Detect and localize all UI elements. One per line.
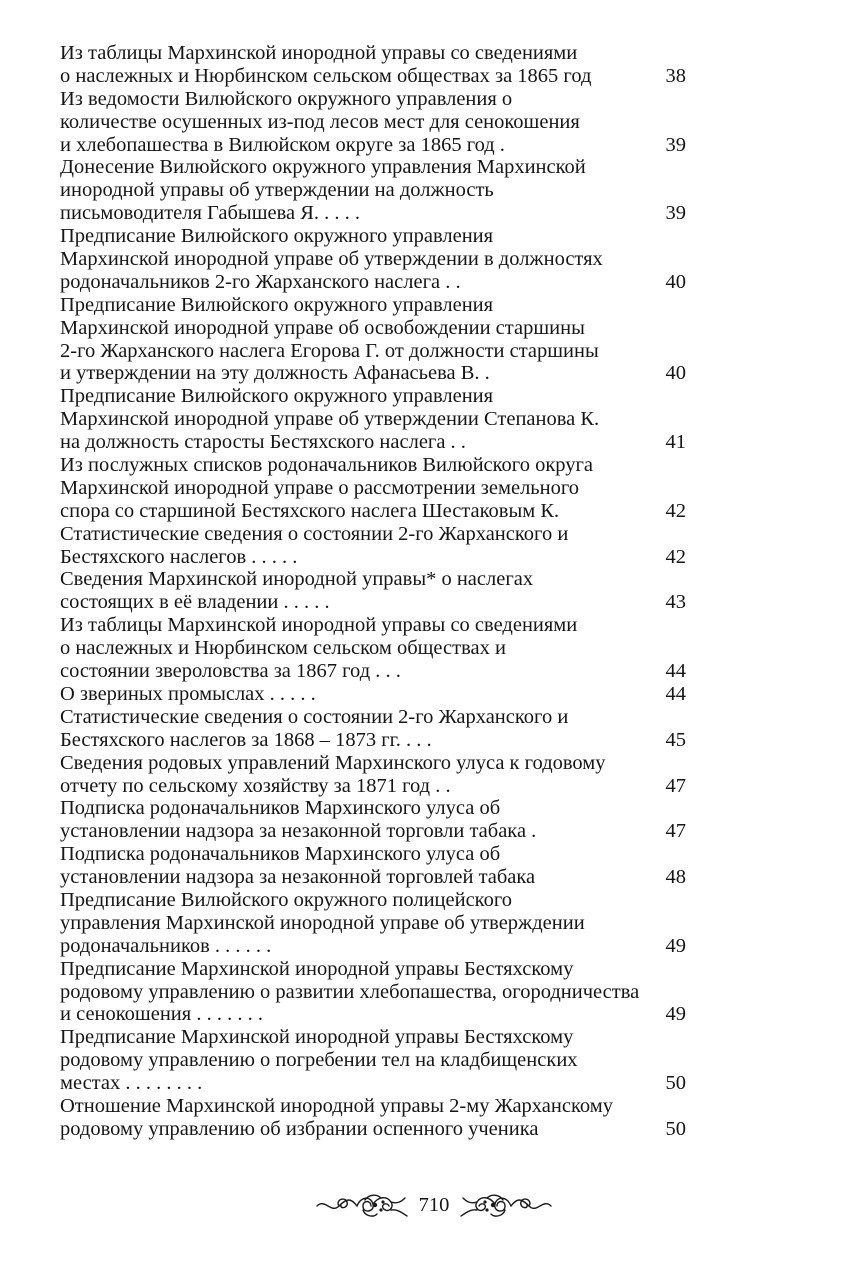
toc-entry-text: Предписание Мархинской инородной управы Бестяхскому	[60, 1026, 574, 1049]
toc-page-number: 38	[665, 64, 686, 87]
toc-entry-text: Из таблицы Мархинской инородной управы со сведениями	[60, 614, 578, 637]
toc-entry-text: и сенокошения . . . . . . .	[60, 1003, 263, 1026]
toc-page-number: 47	[665, 774, 686, 797]
toc-page-number: 42	[665, 499, 686, 522]
toc-entry	[60, 294, 700, 386]
toc-entry-line	[60, 1118, 700, 1141]
toc-entry	[60, 88, 700, 157]
toc-entry-text: родоначальников . . . . . .	[60, 934, 272, 957]
toc-entry	[60, 958, 700, 1027]
toc-page-number: 43	[665, 591, 686, 614]
toc-entry-text: Подписка родоначальников Мархинского улуса об	[60, 843, 501, 866]
toc-entry-text: установлении надзора за незаконной торговлей табака	[60, 866, 536, 889]
toc-page-number: 42	[665, 545, 686, 568]
toc-page-number: 44	[665, 660, 686, 683]
toc-entry-text: на должность старосты Бестяхского наслега . .	[60, 431, 466, 454]
toc-entry-line	[60, 1095, 700, 1118]
toc-entry-text: родовому управлению об избрании оспенного ученика	[60, 1117, 539, 1140]
toc-page-number: 49	[665, 1003, 686, 1026]
toc-entry-line	[60, 362, 700, 385]
toc-entry-line	[60, 317, 700, 340]
toc-entry-line	[60, 202, 700, 225]
toc-entry-text: Из послужных списков родоначальников Вилюйского округа	[60, 454, 594, 477]
toc-entry-text: и хлебопашества в Вилюйском округе за 1865 год .	[60, 133, 505, 156]
toc-entry-line	[60, 385, 700, 408]
toc-entry-text: Статистические сведения о состоянии 2-го Жарханского и	[60, 522, 569, 545]
toc-entry	[60, 42, 700, 88]
toc-entry	[60, 156, 700, 225]
toc-entry-line	[60, 546, 700, 569]
toc-entry-line	[60, 958, 700, 981]
toc-entry-text: установлении надзора за незаконной торговли табака .	[60, 820, 537, 843]
toc-entry-line	[60, 683, 700, 706]
toc-entry-line	[60, 225, 700, 248]
toc-entry-text: и утверждении на эту должность Афанасьева В. .	[60, 362, 490, 385]
toc-entry-line	[60, 1072, 700, 1095]
toc-entry-text: Из таблицы Мархинской инородной управы со сведениями	[60, 42, 578, 64]
toc-entry-line	[60, 889, 700, 912]
toc-entry-text: Предписание Вилюйского окружного управления	[60, 225, 494, 248]
toc-page-number: 39	[665, 202, 686, 225]
toc-entry-text: родоначальников 2-го Жарханского наслега . .	[60, 270, 461, 293]
toc-entry-line	[60, 797, 700, 820]
toc-page-number: 41	[665, 431, 686, 454]
toc-entry-text: состоящих в её владении . . . . .	[60, 591, 330, 614]
toc-entry	[60, 225, 700, 294]
toc-entry-line	[60, 179, 700, 202]
toc-entry-text: о наслежных и Нюрбинском сельском обществах и	[60, 637, 506, 660]
toc-entry-line	[60, 637, 700, 660]
toc-entry-text: Мархинской инородной управе об утверждении в должностях	[60, 248, 603, 271]
toc-entry-line	[60, 866, 700, 889]
toc-entry-text: Мархинской инородной управе о рассмотрении земельного	[60, 476, 580, 499]
toc-entry-line	[60, 65, 700, 88]
toc-page-number: 40	[665, 270, 686, 293]
toc-entry-line	[60, 775, 700, 798]
toc-entry-line	[60, 340, 700, 363]
toc-entry	[60, 706, 700, 752]
toc-entry-line	[60, 88, 700, 111]
toc-entry-text: Сведения родовых управлений Мархинского улуса к годовому	[60, 751, 606, 774]
toc-entry-text: отчету по сельскому хозяйству за 1871 год . .	[60, 774, 451, 797]
toc-entry	[60, 843, 700, 889]
scroll-ornament-left-icon	[315, 1188, 411, 1222]
toc-entry-line	[60, 477, 700, 500]
toc-entry-text: Предписание Вилюйского окружного управления	[60, 385, 494, 408]
toc-entry	[60, 797, 700, 843]
toc-entry-line	[60, 134, 700, 157]
toc-entry-line	[60, 248, 700, 271]
toc-page-number: 50	[665, 1072, 686, 1095]
toc-entry-line	[60, 523, 700, 546]
toc-entry-line	[60, 500, 700, 523]
toc-entry-text: письмоводителя Габышева Я. . . . .	[60, 202, 361, 225]
toc-entry-text: Мархинской инородной управе об утверждении Степанова К.	[60, 408, 600, 431]
toc-page-number: 45	[665, 728, 686, 751]
toc-page-number: 48	[665, 866, 686, 889]
toc-entry-text: Бестяхского наслегов за 1868 – 1873 гг. . . .	[60, 728, 432, 751]
toc-entry-text: Бестяхского наслегов . . . . .	[60, 545, 298, 568]
page-footer	[0, 1185, 868, 1225]
toc-entry	[60, 454, 700, 523]
toc-entry-text: родовому управлению о развитии хлебопашества, огородничества	[60, 980, 640, 1003]
toc-page-number: 40	[665, 362, 686, 385]
toc-entry	[60, 889, 700, 958]
toc-entry-text: спора со старшиной Бестяхского наслега Шестаковым К.	[60, 499, 560, 522]
toc-entry	[60, 1026, 700, 1095]
table-of-contents	[60, 42, 700, 1141]
toc-entry-line	[60, 408, 700, 431]
toc-entry-line	[60, 1049, 700, 1072]
toc-entry-line	[60, 431, 700, 454]
toc-entry-line	[60, 1026, 700, 1049]
toc-entry	[60, 683, 700, 706]
toc-entry-text: состоянии звероловства за 1867 год . . .	[60, 660, 401, 683]
toc-entry-text: Предписание Мархинской инородной управы Бестяхскому	[60, 957, 574, 980]
toc-entry	[60, 614, 700, 683]
toc-entry-line	[60, 454, 700, 477]
toc-entry-text: Отношение Мархинской инородной управы 2-му Жарханскому	[60, 1094, 613, 1117]
toc-entry-line	[60, 156, 700, 179]
toc-entry-text: Подписка родоначальников Мархинского улуса об	[60, 797, 501, 820]
toc-entry-text: управления Мархинской инородной управе об утверждении	[60, 911, 585, 934]
toc-entry-text: инородной управы об утверждении на должность	[60, 179, 494, 202]
toc-entry-text: количестве осушенных из-под лесов мест для сенокошения	[60, 110, 580, 133]
toc-page-number: 47	[665, 820, 686, 843]
toc-entry-text: Мархинской инородной управе об освобождении старшины	[60, 316, 585, 339]
toc-entry	[60, 385, 700, 454]
toc-page-number: 44	[665, 682, 686, 705]
toc-entry	[60, 568, 700, 614]
page-number: 710	[418, 1194, 450, 1216]
toc-entry-line	[60, 111, 700, 134]
toc-entry-line	[60, 614, 700, 637]
toc-entry	[60, 752, 700, 798]
toc-entry-text: Предписание Вилюйского окружного полицейского	[60, 888, 513, 911]
toc-entry-text: Из ведомости Вилюйского окружного управления о	[60, 87, 513, 110]
toc-entry-line	[60, 271, 700, 294]
toc-page-number: 50	[665, 1117, 686, 1140]
toc-entry-line	[60, 935, 700, 958]
toc-entry-line	[60, 820, 700, 843]
toc-entry-line	[60, 1003, 700, 1026]
toc-entry-text: о наслежных и Нюрбинском сельском обществах за 1865 год	[60, 64, 592, 87]
toc-entry-text: Донесение Вилюйского окружного управления Мархинской	[60, 156, 586, 179]
scroll-ornament-right-icon	[457, 1188, 553, 1222]
toc-entry-text: Сведения Мархинской инородной управы* о наслегах	[60, 568, 534, 591]
toc-entry-text: местах . . . . . . . .	[60, 1072, 203, 1095]
toc-entry	[60, 1095, 700, 1141]
toc-entry-line	[60, 42, 700, 65]
toc-entry-line	[60, 981, 700, 1004]
toc-entry-line	[60, 752, 700, 775]
toc-page-number: 39	[665, 133, 686, 156]
toc-entry-text: 2-го Жарханского наслега Егорова Г. от должности старшины	[60, 339, 599, 362]
toc-entry-line	[60, 591, 700, 614]
toc-entry-line	[60, 294, 700, 317]
toc-entry-line	[60, 729, 700, 752]
toc-entry-line	[60, 568, 700, 591]
toc-entry-text: родовому управлению о погребении тел на кладбищенских	[60, 1049, 578, 1072]
toc-entry-text: Статистические сведения о состоянии 2-го Жарханского и	[60, 705, 569, 728]
toc-entry-text: Предписание Вилюйского окружного управления	[60, 293, 494, 316]
toc-entry-line	[60, 660, 700, 683]
toc-entry-text: О звериных промыслах . . . . .	[60, 682, 316, 705]
toc-entry-line	[60, 843, 700, 866]
toc-entry	[60, 523, 700, 569]
toc-entry-line	[60, 912, 700, 935]
toc-entry-line	[60, 706, 700, 729]
toc-page-number: 49	[665, 934, 686, 957]
